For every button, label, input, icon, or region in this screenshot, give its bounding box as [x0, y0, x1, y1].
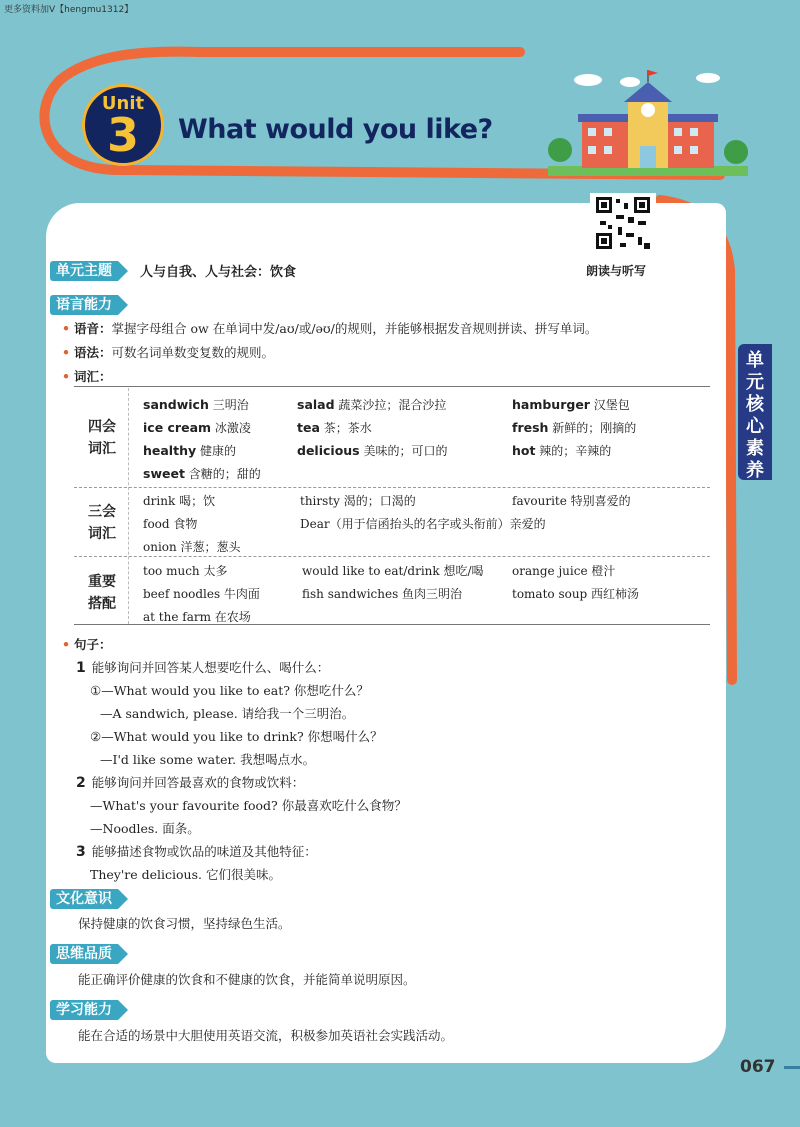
qr-label: 朗读与听写 [586, 264, 647, 278]
learning-text: 能在合适的场景中大胆使用英语交流，积极参加英语社会实践活动。 [78, 1028, 454, 1043]
section-tag-theme: 单元主题 [50, 261, 118, 281]
side-tab-char: 心 [746, 416, 764, 437]
pronunciation-line [62, 319, 597, 337]
vocab-three-item: favourite 特别喜爱的 [512, 494, 631, 508]
section-tag-culture: 文化意识 [50, 889, 118, 909]
side-tab-char: 单 [746, 350, 764, 371]
row-label-phrases [80, 571, 124, 615]
side-tab-char: 素 [746, 438, 764, 459]
vocab-three-item: food 食物 [143, 517, 198, 531]
table-top-border [74, 386, 710, 387]
section-tag-learning: 学习能力 [50, 1000, 118, 1020]
top-note: 更多资料加V【hengmu1312】 [4, 5, 134, 15]
phrase-item: tomato soup 西红柿汤 [512, 587, 640, 601]
row-label-line: 词汇 [88, 526, 116, 542]
vocab-three-item: drink 喝；饮 [143, 494, 216, 508]
sentence-example: They're delicious. 它们很美味。 [90, 867, 281, 882]
vocab-word: salad [297, 397, 335, 412]
vocab-word: ice cream [143, 420, 212, 435]
theme-text: 人与自我、人与社会：饮食 [140, 265, 297, 280]
sentence-number: 3 [76, 844, 86, 860]
grammar-line [62, 343, 274, 361]
vocab-line [62, 367, 112, 385]
vocab-word: fresh [512, 420, 549, 435]
sentence-text: 能够描述食物或饮品的味道及其他特征： [91, 844, 317, 859]
vocab-meaning: 蔬菜沙拉；混合沙拉 [338, 398, 447, 412]
table-row-divider [74, 487, 710, 488]
vocab-three-item: onion 洋葱；葱头 [143, 540, 241, 554]
vocab-word: sandwich [143, 397, 209, 412]
unit-word: Unit [101, 93, 145, 114]
bullet-icon: • [62, 321, 70, 336]
row-label-four [80, 416, 124, 460]
thinking-text: 能正确评价健康的饮食和不健康的饮食，并能简单说明原因。 [78, 972, 416, 987]
section-tag-language: 语言能力 [50, 295, 118, 315]
grammar-text: 可数名词单数变复数的规则。 [111, 345, 275, 360]
unit-number: 3 [106, 108, 139, 162]
vocab-meaning: 冰激凌 [214, 421, 251, 435]
qr-code-icon[interactable] [590, 193, 656, 253]
unit-badge [82, 84, 164, 166]
table-bottom-border [74, 624, 710, 625]
sentence-example: —A sandwich, please. 请给我一个三明治。 [100, 706, 355, 721]
vocab-word: delicious [297, 443, 360, 458]
vocab-three-item: thirsty 渴的；口渴的 [300, 494, 416, 508]
vocab-four-item [143, 419, 251, 436]
sentence-goal [76, 842, 317, 860]
vocab-meaning: 辣的；辛辣的 [539, 444, 612, 458]
vocab-meaning: 茶；茶水 [323, 421, 372, 435]
vocab-four-item [297, 419, 372, 436]
sentence-example: ②—What would you like to drink? 你想喝什么？ [90, 729, 383, 744]
vocab-four-item [512, 396, 630, 413]
sentence-example: —Noodles. 面条。 [90, 821, 200, 836]
side-tab-core-literacy [738, 344, 772, 480]
grammar-label: 语法： [74, 345, 112, 360]
vocab-four-item [143, 442, 236, 459]
vocab-meaning: 美味的；可口的 [363, 444, 448, 458]
vocab-four-item [297, 442, 447, 459]
vocab-four-item [143, 465, 261, 482]
vocab-four-item [297, 396, 446, 413]
side-tab-char: 养 [746, 460, 764, 481]
vocab-word: hamburger [512, 397, 590, 412]
phrase-item: too much 太多 [143, 564, 228, 578]
phrase-item: beef noodles 牛肉面 [143, 587, 260, 601]
side-tab-char: 元 [746, 372, 764, 393]
sentence-number: 2 [76, 775, 86, 791]
row-label-line: 三会 [88, 504, 116, 520]
sentences-label: 句子： [74, 637, 112, 652]
table-column-divider [128, 388, 129, 624]
page-number-accent [784, 1066, 800, 1069]
school-building-illustration [548, 70, 748, 180]
row-label-line: 搭配 [88, 596, 116, 612]
sentence-example: ①—What would you like to eat? 你想吃什么？ [90, 683, 369, 698]
side-tab-char: 核 [746, 394, 764, 415]
phrase-item: would like to eat/drink 想吃/喝 [302, 564, 484, 578]
vocab-label: 词汇： [74, 369, 112, 384]
sentences-line [62, 635, 112, 653]
vocab-meaning: 健康的 [199, 444, 236, 458]
table-row-divider [74, 556, 710, 557]
pronunciation-label: 语音： [74, 321, 112, 336]
bullet-icon: • [62, 369, 70, 384]
phrase-item: at the farm 在农场 [143, 610, 251, 624]
vocab-word: hot [512, 443, 536, 458]
sentence-goal [76, 658, 329, 676]
section-tag-thinking: 思维品质 [50, 944, 118, 964]
unit-title: What would you like? [178, 114, 493, 145]
bullet-icon: • [62, 637, 70, 652]
vocab-four-item [512, 442, 611, 459]
phrase-item: orange juice 橙汁 [512, 564, 616, 578]
bullet-icon: • [62, 345, 70, 360]
page-number: 067 [740, 1057, 776, 1077]
vocab-word: healthy [143, 443, 197, 458]
sentence-text: 能够询问并回答某人想要吃什么、喝什么： [91, 660, 330, 675]
sentence-goal [76, 773, 304, 791]
culture-text: 保持健康的饮食习惯，坚持绿色生活。 [78, 916, 291, 931]
row-label-line: 词汇 [88, 441, 116, 457]
vocab-meaning: 含糖的；甜的 [188, 467, 261, 481]
vocab-meaning: 三明治 [212, 398, 249, 412]
vocab-four-item [512, 419, 636, 436]
sentence-example: —What's your favourite food? 你最喜欢吃什么食物？ [90, 798, 407, 813]
vocab-word: tea [297, 420, 320, 435]
sentence-example: —I'd like some water. 我想喝点水。 [100, 752, 316, 767]
pronunciation-text: 掌握字母组合 ow 在单词中发/aʊ/或/əʊ/的规则，并能够根据发音规则拼读、拼写单词。 [111, 321, 598, 336]
vocab-four-item [143, 396, 249, 413]
sentence-text: 能够询问并回答最喜欢的食物或饮料： [91, 775, 305, 790]
vocab-meaning: 汉堡包 [593, 398, 630, 412]
vocab-meaning: 新鲜的；刚摘的 [552, 421, 637, 435]
row-label-three [80, 501, 124, 545]
vocab-word: sweet [143, 466, 185, 481]
row-label-line: 四会 [88, 419, 116, 435]
vocab-three-item: Dear（用于信函抬头的名字或头衔前）亲爱的 [300, 517, 546, 531]
sentence-number: 1 [76, 660, 86, 676]
row-label-line: 重要 [88, 574, 116, 590]
phrase-item: fish sandwiches 鱼肉三明治 [302, 587, 463, 601]
